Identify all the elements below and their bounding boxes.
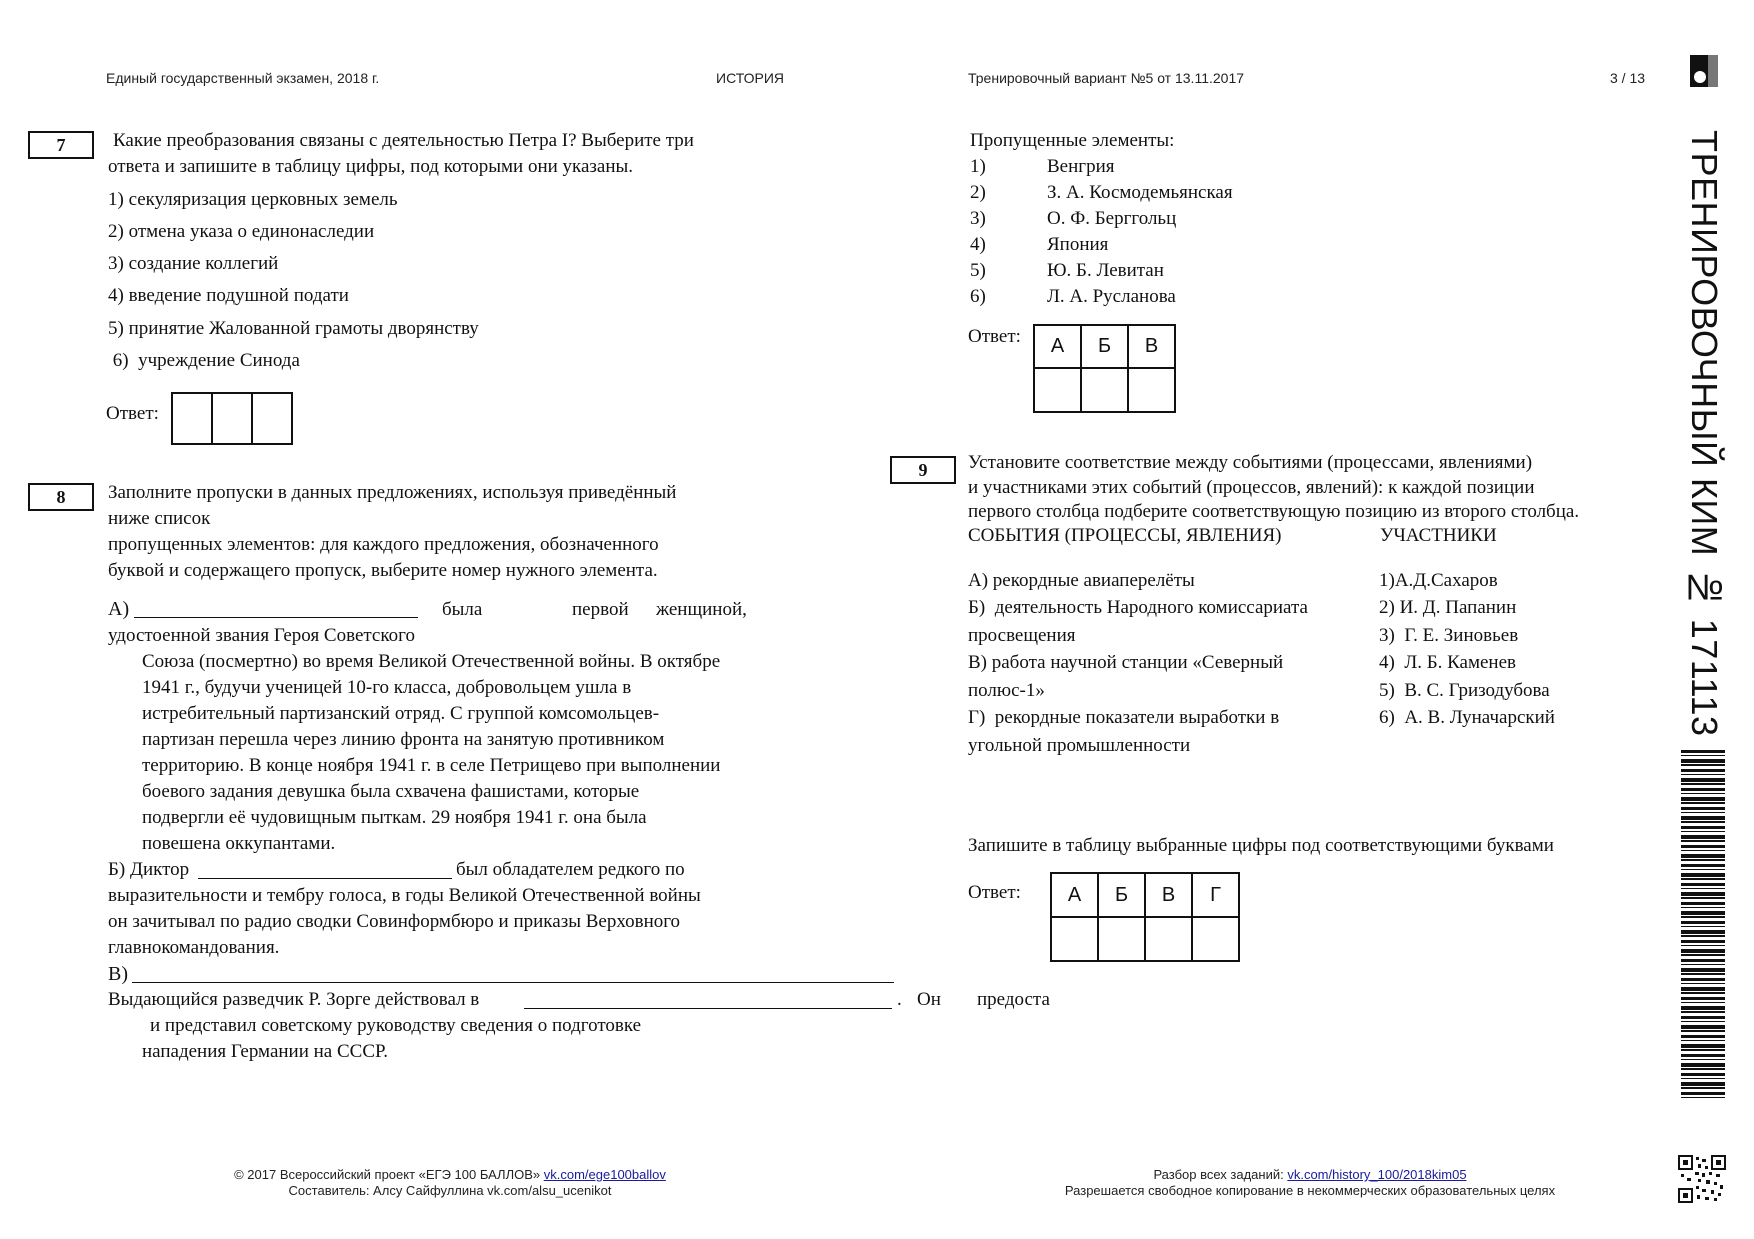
q8-prompt-line1: Заполните пропуски в данных предложениях, используя приведённый <box>108 482 677 503</box>
q8-answer-cell-b[interactable] <box>1081 368 1128 412</box>
q9-answer-table <box>1050 872 1240 962</box>
q9-participant-2: 2) И. Д. Папанин <box>1379 597 1517 618</box>
q9-instruction: Запишите в таблицу выбранные цифры под соответствующими буквами <box>968 835 1554 856</box>
q7-answer-cell-1[interactable] <box>172 393 212 444</box>
q8-a-blank[interactable] <box>134 617 418 618</box>
q8-a-rest-4: партизан перешла через линию фронта на занятую противником <box>142 729 665 750</box>
q7-option-6: 6) учреждение Синода <box>108 350 300 371</box>
q8-a-word2: первой <box>572 599 629 620</box>
q7-answer-cell-2[interactable] <box>212 393 252 444</box>
q7-option-1: 1) секуляризация церковных земель <box>108 189 398 210</box>
footer-analysis-link[interactable]: vk.com/history_100/2018kim05 <box>1287 1167 1467 1182</box>
q8-prompt-line3: пропущенных элементов: для каждого предложения, обозначенного <box>108 534 659 555</box>
logo-icon <box>1690 55 1718 87</box>
q9-answer-col-g: Г <box>1192 873 1239 917</box>
q9-answer-col-a: А <box>1051 873 1098 917</box>
q9-participant-1: 1)А.Д.Сахаров <box>1379 570 1498 591</box>
footer-project-link[interactable]: vk.com/ege100ballov <box>543 1167 666 1182</box>
footer-right <box>1010 1167 1610 1199</box>
q8-a-rest-3: истребительный партизанский отряд. С группой комсомольцев- <box>142 703 660 724</box>
q9-answer-col-v: В <box>1145 873 1192 917</box>
q8-prompt-line4: буквой и содержащего пропуск, выберите номер нужного элемента. <box>108 560 658 581</box>
barcode-icon <box>1681 750 1725 1100</box>
vertical-kim-title: ТРЕНИРОВОЧНЫЙ КИМ № 171113 <box>1684 130 1725 737</box>
q8-missing-item-1: Венгрия <box>1047 156 1115 177</box>
q8-a-rest-2: 1941 г., будучи ученицей 10-го класса, добровольцем ушла в <box>142 677 632 698</box>
q9-answer-label: Ответ: <box>968 882 1021 903</box>
q9-answer-cell-a[interactable] <box>1051 917 1098 961</box>
q9-answer-cell-b[interactable] <box>1098 917 1145 961</box>
q8-missing-item-5: Ю. Б. Левитан <box>1047 260 1164 281</box>
q8-a-rest-6: боевого задания девушка была схвачена фашистами, которые <box>142 781 640 802</box>
q8-b-rest-3: главнокомандования. <box>108 937 280 958</box>
q7-prompt-line2: ответа и запишите в таблицу цифры, под которыми они указаны. <box>108 156 634 177</box>
q8-answer-label: Ответ: <box>968 326 1021 347</box>
q8-missing-num-1: 1) <box>970 156 986 177</box>
q9-answer-cell-g[interactable] <box>1192 917 1239 961</box>
q8-b-blank[interactable] <box>198 878 452 879</box>
header-page-number: 3 / 13 <box>1610 70 1646 86</box>
header-exam-title: Единый государственный экзамен, 2018 г. <box>106 70 380 86</box>
header-variant: Тренировочный вариант №5 от 13.11.2017 <box>968 70 1245 86</box>
q9-event-b-cont: просвещения <box>968 625 1076 646</box>
q9-col2-header: УЧАСТНИКИ <box>1380 525 1497 546</box>
q9-answer-cell-v[interactable] <box>1145 917 1192 961</box>
q9-participant-4: 4) Л. Б. Каменев <box>1379 652 1517 673</box>
q8-b-prefix: Б) Диктор <box>108 859 190 880</box>
q7-option-3: 3) создание коллегий <box>108 253 279 274</box>
header-subject: ИСТОРИЯ <box>716 70 785 86</box>
footer-license: Разрешается свободное копирование в некоммерческих образовательных целях <box>1064 1183 1556 1198</box>
q9-participant-6: 6) А. В. Луначарский <box>1379 707 1555 728</box>
q7-prompt-line1: Какие преобразования связаны с деятельностью Петра I? Выберите три <box>113 130 694 151</box>
q8-a-prefix: А) <box>108 598 130 620</box>
q9-event-v-cont: полюс-1» <box>968 680 1045 701</box>
q9-prompt-line1: Установите соответствие между событиями (процессами, явлениями) <box>968 452 1533 473</box>
q9-event-a: А) рекордные авиаперелёты <box>968 570 1195 591</box>
q8-v-on: Он <box>917 989 941 1010</box>
q8-v-end: предоста <box>977 989 1050 1010</box>
q8-answer-cell-v[interactable] <box>1128 368 1175 412</box>
q7-answer-label: Ответ: <box>106 403 159 424</box>
footer-analysis-label: Разбор всех заданий: <box>1153 1167 1288 1182</box>
q8-v-rest-2: нападения Германии на СССР. <box>142 1041 388 1062</box>
q8-v-rest-1: и представил советскому руководству сведения о подготовке <box>150 1015 642 1036</box>
q7-option-4: 4) введение подушной подати <box>108 285 349 306</box>
q8-missing-item-2: З. А. Космодемьянская <box>1047 182 1233 203</box>
q9-prompt-line2: и участниками этих событий (процессов, явлений): к каждой позиции <box>968 477 1535 498</box>
q9-col1-header: СОБЫТИЯ (ПРОЦЕССЫ, ЯВЛЕНИЯ) <box>968 525 1282 546</box>
q8-v-prefix: В) <box>108 963 128 985</box>
q8-b-rest-2: он зачитывал по радио сводки Совинформбюро и приказы Верховного <box>108 911 681 932</box>
q8-answer-col-b: Б <box>1081 325 1128 368</box>
q8-a-rest-1: Союза (посмертно) во время Великой Отечественной войны. В октябре <box>142 651 721 672</box>
q8-answer-cell-a[interactable] <box>1034 368 1081 412</box>
footer-copyright: © 2017 Всероссийский проект «ЕГЭ 100 БАЛЛОВ» <box>234 1167 544 1182</box>
q8-missing-num-6: 6) <box>970 286 986 307</box>
q8-v-blank-2[interactable] <box>524 1008 892 1009</box>
q8-missing-item-4: Япония <box>1047 234 1109 255</box>
q8-missing-item-3: О. Ф. Берггольц <box>1047 208 1177 229</box>
q8-missing-item-6: Л. А. Русланова <box>1047 286 1176 307</box>
qr-code-icon <box>1678 1155 1726 1203</box>
q9-prompt-line3: первого столбца подберите соответствующую позицию из второго столбца. <box>968 501 1580 522</box>
q8-answer-col-a: А <box>1034 325 1081 368</box>
q8-missing-num-3: 3) <box>970 208 986 229</box>
q7-option-5: 5) принятие Жалованной грамоты дворянству <box>108 318 479 339</box>
q8-a-rest-5: территорию. В конце ноября 1941 г. в селе Петрищево при выполнении <box>142 755 721 776</box>
q8-a-rest-7: подвергли её чудовищным пыткам. 29 ноября 1941 г. она была <box>142 807 647 828</box>
q8-a-word3: женщиной, <box>656 599 747 620</box>
q9-answer-col-b: Б <box>1098 873 1145 917</box>
footer-author: Составитель: Алсу Сайфуллина vk.com/alsu_ucenikot <box>288 1183 612 1198</box>
q9-participant-3: 3) Г. Е. Зиновьев <box>1379 625 1519 646</box>
q7-answer-cell-3[interactable] <box>252 393 292 444</box>
q7-answer-table <box>171 392 293 445</box>
q8-missing-num-2: 2) <box>970 182 986 203</box>
q9-event-g: Г) рекордные показатели выработки в <box>968 707 1280 728</box>
q9-event-b: Б) деятельность Народного комиссариата <box>968 597 1308 618</box>
q8-v-line2-start: Выдающийся разведчик Р. Зорге действовал в <box>108 989 480 1010</box>
q8-missing-num-4: 4) <box>970 234 986 255</box>
q8-missing-title: Пропущенные элементы: <box>970 130 1175 151</box>
q8-missing-num-5: 5) <box>970 260 986 281</box>
q8-a-line2: удостоенной звания Героя Советского <box>108 625 415 646</box>
q8-a-rest-8: повешена оккупантами. <box>142 833 336 854</box>
q9-participant-5: 5) В. С. Гризодубова <box>1379 680 1550 701</box>
q8-b-after: был обладателем редкого по <box>456 859 685 880</box>
q7-option-2: 2) отмена указа о единонаследии <box>108 221 375 242</box>
q9-event-g-cont: угольной промышленности <box>968 735 1191 756</box>
q8-a-word1: была <box>442 599 483 620</box>
q8-v-dot: . <box>897 989 902 1010</box>
q8-b-rest-1: выразительности и тембру голоса, в годы Великой Отечественной войны <box>108 885 701 906</box>
footer-left <box>150 1167 750 1199</box>
q8-v-blank[interactable] <box>132 982 894 983</box>
question-number-9: 9 <box>890 456 956 484</box>
q8-answer-table <box>1033 324 1176 413</box>
q8-answer-col-v: В <box>1128 325 1175 368</box>
question-number-7: 7 <box>28 131 94 159</box>
question-number-8: 8 <box>28 483 94 511</box>
q8-prompt-line2: ниже список <box>108 508 211 529</box>
q9-event-v: В) работа научной станции «Северный <box>968 652 1284 673</box>
